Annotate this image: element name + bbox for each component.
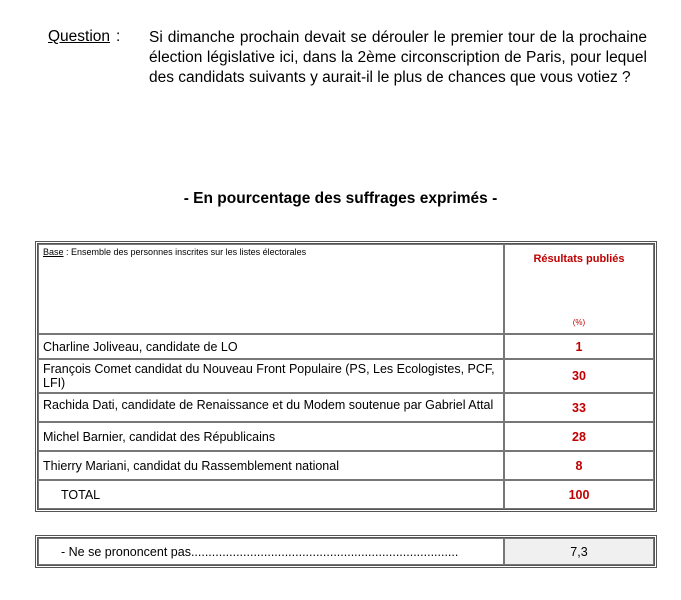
- table-row: [38, 359, 654, 393]
- no-opinion-value: 7,3: [504, 538, 654, 565]
- table-row: [38, 393, 654, 422]
- table-row: [38, 451, 654, 480]
- base-text: : Ensemble des personnes inscrites sur les listes électorales: [63, 247, 307, 257]
- results-column-title: Résultats publiés: [533, 253, 625, 265]
- table-row: [38, 334, 654, 359]
- results-table: [37, 243, 655, 510]
- candidate-value: 8: [504, 451, 654, 480]
- question-text: Si dimanche prochain devait se dérouler le premier tour de la prochaine élection législative ici, dans la 2ème circonscription de Paris, pour lequel des candidats suivants y aurait-il le plus de chances que vous votiez ?: [149, 29, 647, 86]
- question-label: Question: [48, 28, 111, 45]
- total-label: TOTAL: [38, 480, 504, 509]
- candidate-label: François Comet candidat du Nouveau Front Populaire (PS, Les Ecologistes, PCF, LFI): [38, 359, 504, 393]
- candidate-label: Charline Joliveau, candidate de LO: [38, 334, 504, 359]
- question-colon: :: [116, 28, 121, 45]
- header-row: [38, 244, 654, 334]
- candidate-label: Rachida Dati, candidate de Renaissance et du Modem soutenue par Gabriel Attal: [38, 393, 504, 422]
- results-header-cell: [504, 244, 654, 334]
- candidate-value: 30: [504, 359, 654, 393]
- base-label: Base: [43, 247, 64, 257]
- no-opinion-table: [37, 537, 655, 566]
- total-row: [38, 480, 654, 509]
- results-column-unit: (%): [572, 318, 586, 327]
- total-value: 100: [504, 480, 654, 509]
- candidate-label: Michel Barnier, candidat des Républicains: [38, 422, 504, 451]
- subtitle: - En pourcentage des suffrages exprimés -: [183, 190, 498, 207]
- candidate-value: 33: [504, 393, 654, 422]
- no-opinion-label: - Ne se prononcent pas.............................................................................: [38, 538, 504, 565]
- no-opinion-row: [38, 538, 654, 565]
- candidate-label: Thierry Mariani, candidat du Rassemblement national: [38, 451, 504, 480]
- candidate-value: 1: [504, 334, 654, 359]
- candidate-value: 28: [504, 422, 654, 451]
- table-row: [38, 422, 654, 451]
- base-cell: [38, 244, 504, 334]
